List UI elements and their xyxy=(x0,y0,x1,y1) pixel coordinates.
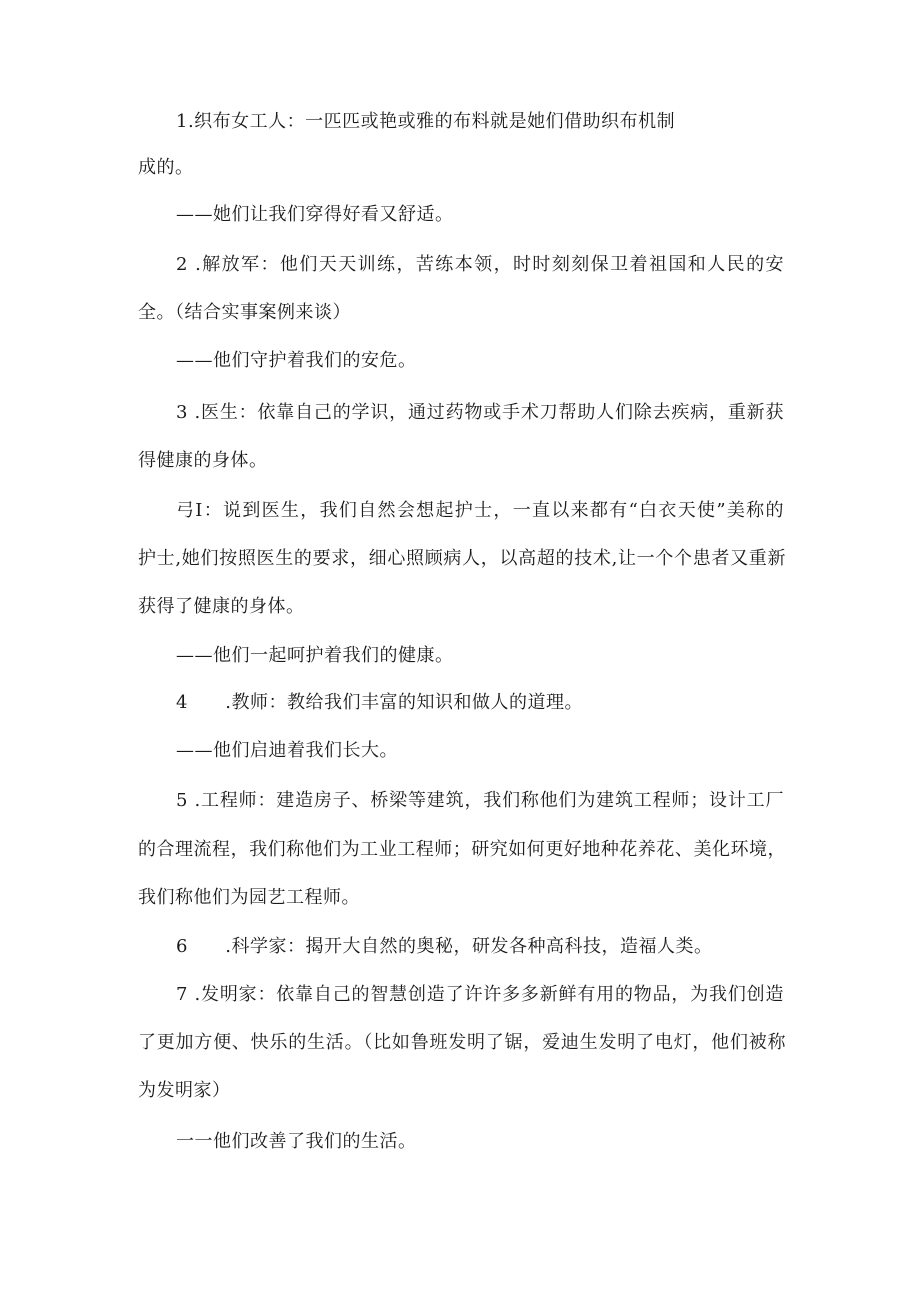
text-line-22: 一一他们改善了我们的生活。 xyxy=(176,1131,417,1152)
text-line-18: 6 .科学家：揭开大自然的奥秘，研发各种高科技，造福人类。 xyxy=(176,936,713,957)
text-line-12: ——他们一起呵护着我们的健康。 xyxy=(176,645,454,666)
text-line-17: 我们称他们为园艺工程师。 xyxy=(138,887,360,908)
text-line-16: 的合理流程，我们称他们为工业工程师；研究如何更好地种花养花、美化环境， xyxy=(138,839,786,860)
text-line-7: 3 .医生：依靠自己的学识，通过药物或手术刀帮助人们除去疾病，重新获 xyxy=(176,402,784,423)
text-line-5: 全。（结合实事案例来谈） xyxy=(138,302,351,323)
text-line-13: 4 .教师：教给我们丰富的知识和做人的道理。 xyxy=(176,692,584,713)
text-line-11: 获得了健康的身体。 xyxy=(138,596,305,617)
text-line-6: ——他们守护着我们的安危。 xyxy=(176,350,417,371)
text-line-8: 得健康的身体。 xyxy=(138,450,268,471)
text-line-10: 护士,她们按照医生的要求，细心照顾病人，以高超的技术,让一个个患者又重新 xyxy=(138,548,786,569)
text-line-14: ——他们启迪着我们长大。 xyxy=(176,740,398,761)
text-line-1: 1.织布女工人：一匹匹或艳或雅的布料就是她们借助织布机制 xyxy=(176,111,676,132)
text-line-4: 2 .解放军：他们天天训练，苦练本领，时时刻刻保卫着祖国和人民的安 xyxy=(176,254,784,275)
text-line-2: 成的。 xyxy=(138,157,194,178)
text-line-19: 7 .发明家：依靠自己的智慧创造了许许多多新鲜有用的物品，为我们创造 xyxy=(176,984,784,1005)
text-line-3: ——她们让我们穿得好看又舒适。 xyxy=(176,204,454,225)
text-line-9: 弓I：说到医生，我们自然会想起护士，一直以来都有“白衣天使”美称的 xyxy=(176,500,784,521)
text-line-21: 为发明家） xyxy=(138,1080,231,1101)
text-line-15: 5 .工程师：建造房子、桥梁等建筑，我们称他们为建筑工程师；设计工厂 xyxy=(176,790,784,811)
text-line-20: 了更加方便、快乐的生活。（比如鲁班发明了锯，爱迪生发明了电灯，他们被称 xyxy=(138,1032,786,1053)
